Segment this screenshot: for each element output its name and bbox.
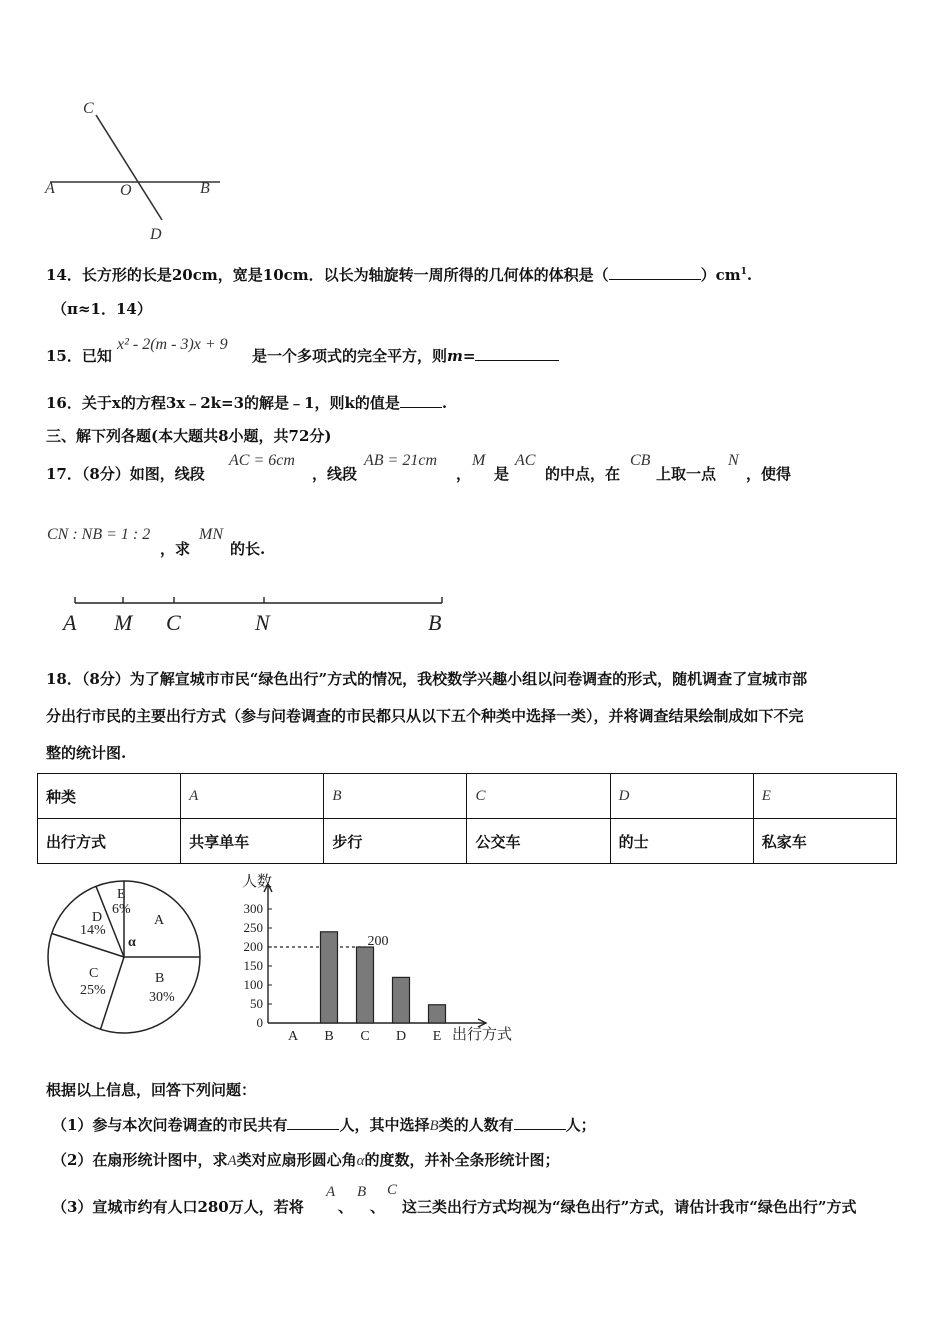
- travel-type-table: [37, 773, 897, 864]
- x-tick-label-e: E: [432, 1029, 442, 1044]
- q15-expression: x² - 2(m - 3)x + 9: [117, 336, 228, 353]
- label-d: D: [150, 226, 162, 243]
- q1-d: 人；: [565, 1116, 596, 1134]
- q2-alpha: α: [356, 1153, 365, 1169]
- q17-m1: AC = 6cm: [229, 452, 295, 469]
- q15-suffix: 是一个多项式的完全平方，则: [252, 347, 448, 365]
- bar-c: [357, 947, 374, 1023]
- y-axis-title: 人数: [242, 874, 273, 890]
- label-a: A: [45, 180, 55, 197]
- bar-d: [393, 977, 410, 1023]
- question-16: [46, 393, 447, 413]
- q1-blank-2[interactable]: [514, 1115, 566, 1130]
- table-row: [38, 819, 897, 864]
- x-tick-label-b: B: [324, 1029, 334, 1044]
- q14-text: 14．长方形的长是20cm，宽是10cm．以长为轴旋转一周所得的几何体的体积是（: [46, 266, 609, 284]
- q1-blank-1[interactable]: [287, 1115, 339, 1130]
- q3-sep2: 、: [370, 1198, 386, 1216]
- pie-chart: [42, 876, 212, 1046]
- q17-p5: 的中点，在: [545, 465, 621, 483]
- pie-percent-e: 6%: [112, 902, 131, 917]
- x-axis-title: 出行方式: [452, 1027, 513, 1043]
- q17-p6: 上取一点: [656, 465, 717, 483]
- bar-chart: [228, 868, 528, 1048]
- y-tick-label: 250: [243, 920, 263, 935]
- q15-rest: [252, 346, 559, 366]
- question-14-note: （π≈1．14）: [52, 300, 152, 318]
- table-cell: B: [324, 774, 467, 819]
- q14-sup: 1: [740, 267, 747, 277]
- point-m-label: M: [114, 610, 133, 635]
- q14-text-end: ）cm: [700, 266, 741, 284]
- segment-figure: [55, 588, 455, 636]
- q17-m4: AC: [515, 452, 536, 469]
- table-cell: 的士: [610, 819, 753, 864]
- bar-data-label: 200: [367, 934, 389, 949]
- pie-label-d: D: [92, 910, 103, 925]
- y-tick-label: 100: [243, 977, 263, 992]
- q2-a: （2）在扇形统计图中，求: [52, 1151, 228, 1169]
- y-tick-label: 150: [243, 958, 263, 973]
- q15-var: m: [447, 347, 463, 365]
- point-n-label: N: [255, 610, 270, 635]
- q17-p4: 是: [494, 465, 510, 483]
- q2-m: A: [227, 1153, 237, 1169]
- pie-alpha-label: α: [128, 935, 136, 950]
- q17-m3: M: [472, 452, 486, 469]
- table-cell: A: [181, 774, 324, 819]
- table-cell: 步行: [324, 819, 467, 864]
- q16-blank[interactable]: [400, 393, 442, 408]
- q16-text: 16．关于x的方程3x﹣2k=3的解是﹣1，则k的值是: [46, 394, 400, 412]
- q3-m2: B: [357, 1184, 367, 1200]
- q17-m8: MN: [199, 526, 223, 543]
- q3-sep1: 、: [338, 1198, 354, 1216]
- point-b-label: B: [428, 610, 442, 635]
- label-c: C: [83, 100, 94, 117]
- section-3-title: 三、解下列各题(本大题共8小题，共72分): [46, 427, 332, 445]
- q17-m6: N: [728, 452, 739, 469]
- q17-p1: 17．（8分）如图，线段: [46, 465, 205, 483]
- pie-percent-c: 25%: [80, 983, 106, 998]
- q1-m: B: [429, 1118, 439, 1134]
- x-tick-label-c: C: [360, 1029, 370, 1044]
- q17-p7: ，使得: [746, 465, 792, 483]
- q17-m2: AB = 21cm: [364, 452, 437, 469]
- question-14: [46, 262, 752, 285]
- intersecting-lines-figure: [40, 95, 230, 250]
- q14-period: .: [746, 266, 753, 284]
- table-cell: E: [753, 774, 896, 819]
- q14-blank[interactable]: [609, 265, 701, 280]
- q2-b: 类对应扇形圆心角: [236, 1151, 357, 1169]
- label-b: B: [200, 180, 210, 197]
- pie-percent-d: 14%: [80, 923, 106, 938]
- q1-c: 类的人数有: [438, 1116, 514, 1134]
- q3-m1: A: [326, 1184, 336, 1200]
- q17-p2: ，线段: [312, 465, 358, 483]
- q15-prefix: 15．已知: [46, 347, 112, 365]
- pie-percent-b: 30%: [149, 990, 175, 1005]
- follow-q2: [52, 1150, 560, 1171]
- point-c-label: C: [166, 610, 181, 635]
- table-cell: 出行方式: [38, 819, 181, 864]
- x-tick-label-a: A: [287, 1029, 299, 1044]
- table-cell: D: [610, 774, 753, 819]
- q3-a: （3）宣城市约有人口280万人，若将: [52, 1198, 304, 1216]
- bar-e: [429, 1005, 446, 1023]
- pie-label-e: E: [117, 887, 126, 902]
- y-tick-label: 50: [250, 996, 263, 1011]
- q3-b: 这三类出行方式均视为“绿色出行”方式，请估计我市“绿色出行”方式: [402, 1198, 857, 1216]
- q15-eq: =: [462, 347, 476, 365]
- label-o: O: [120, 182, 132, 199]
- bar-b: [321, 932, 338, 1023]
- q18-line3: 整的统计图.: [46, 744, 127, 762]
- pie-label-c: C: [89, 966, 99, 981]
- table-cell: 共享单车: [181, 819, 324, 864]
- q15-blank[interactable]: [475, 346, 559, 361]
- q1-b: 人，其中选择: [339, 1116, 430, 1134]
- q1-a: （1）参与本次问卷调查的市民共有: [52, 1116, 288, 1134]
- q17-p3: ，: [456, 465, 472, 483]
- q17-p8: ，求: [160, 540, 191, 558]
- table-cell: C: [467, 774, 610, 819]
- x-tick-label-d: D: [395, 1029, 407, 1044]
- point-a-label: A: [63, 610, 77, 635]
- q16-end: .: [441, 394, 448, 412]
- q17-p9: 的长.: [230, 540, 266, 558]
- q2-c: 的度数，并补全条形统计图；: [364, 1151, 560, 1169]
- y-tick-label: 0: [256, 1015, 263, 1030]
- pie-label-b: B: [155, 971, 165, 986]
- table-cell: 私家车: [753, 819, 896, 864]
- q18-line1: 18．（8分）为了解宣城市市民“绿色出行”方式的情况，我校数学兴趣小组以问卷调查的形式，随机调查了宣城市部: [46, 670, 808, 688]
- line-cd: [96, 115, 162, 220]
- q17-m5: CB: [630, 452, 651, 469]
- y-tick-label: 200: [243, 939, 263, 954]
- table-cell: 种类: [38, 774, 181, 819]
- follow-intro: 根据以上信息，回答下列问题：: [46, 1081, 257, 1099]
- y-tick-label: 300: [243, 901, 263, 916]
- follow-q1: [52, 1115, 596, 1136]
- q3-m3: C: [387, 1182, 398, 1198]
- table-cell: 公交车: [467, 819, 610, 864]
- q17-m7: CN : NB = 1 : 2: [47, 526, 151, 543]
- pie-label-a: A: [154, 913, 165, 928]
- q18-line2: 分出行市民的主要出行方式（参与问卷调查的市民都只从以下五个种类中选择一类），并将调查结果绘制成如下不完: [46, 707, 804, 725]
- table-row: [38, 774, 897, 819]
